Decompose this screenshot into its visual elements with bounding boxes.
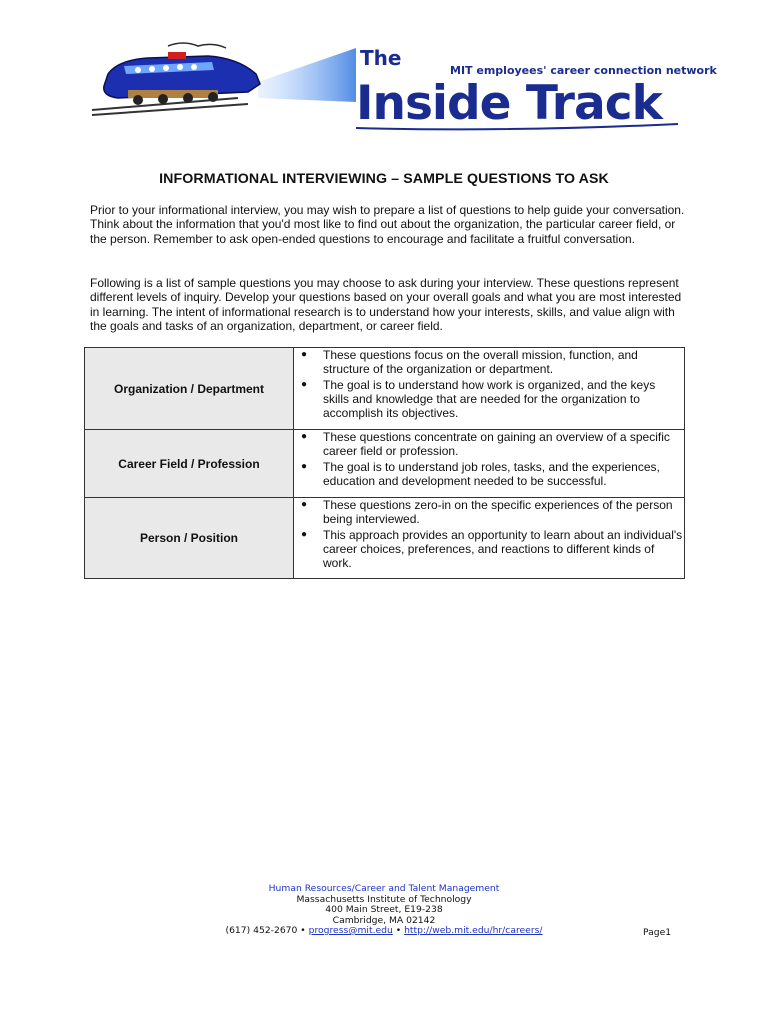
category-cell <box>85 430 294 498</box>
footer-city: Cambridge, MA 02142 <box>332 914 436 926</box>
footer-phone: (617) 452-2670 <box>225 925 298 936</box>
logo-inside-track-text: Inside Track <box>356 76 662 131</box>
table-row <box>85 498 685 579</box>
careers-url-link[interactable]: http://web.mit.edu/hr/careers/ <box>404 925 543 936</box>
list-item: ● The goal is to understand job roles, tasks, and the experiences, education and development needed to be successful. <box>301 459 660 488</box>
description-cell <box>294 498 685 579</box>
footer-department: Human Resources/Career and Talent Management <box>268 883 500 894</box>
email-link[interactable]: progress@mit.edu <box>308 925 393 936</box>
list-item: ● These questions concentrate on gaining an overview of a specific career field or profession. <box>301 430 670 459</box>
category-label: Career Field / Profession <box>118 456 260 471</box>
list-item: ● These questions focus on the overall mission, function, and structure of the organization or department. <box>301 348 638 377</box>
bullet-icon: ● <box>301 378 308 390</box>
footer-institution: Massachusetts Institute of Technology <box>296 893 472 905</box>
bullet-icon: ● <box>301 349 308 360</box>
list-item: ● This approach provides an opportunity to learn about an individual's career choices, preferences, and reactions to different kinds of work. <box>301 527 683 571</box>
footer-street: 400 Main Street, E19-238 <box>325 904 443 915</box>
bullet-icon: ● <box>301 528 308 540</box>
category-cell <box>85 348 294 430</box>
headlight-beam <box>258 48 356 102</box>
separator: • <box>395 925 402 936</box>
document-title: INFORMATIONAL INTERVIEWING – SAMPLE QUESTIONS TO ASK <box>159 171 609 187</box>
list-item: ● These questions zero-in on the specific experiences of the person being interviewed. <box>301 498 673 527</box>
table-row <box>85 348 685 430</box>
bullet-icon: ● <box>301 460 308 472</box>
logo-tagline: MIT employees' career connection network <box>450 64 717 77</box>
bullet-icon: ● <box>301 499 308 510</box>
question-categories-table <box>84 347 685 579</box>
intro-paragraph: Prior to your informational interview, you may wish to prepare a list of questions to help guide your conversation. Think about the information that you'd most like to find out about the organization, the particular career field, or the person. Remember to ask open-ended questions to encourage and facilitate a fruitful conversation. <box>90 203 685 246</box>
logo-the-text: The <box>360 46 402 70</box>
bullet-list <box>294 498 684 570</box>
sample-questions-paragraph: Following is a list of sample questions you may choose to ask during your interview. These questions represent different levels of inquiry. Develop your questions based on your overall goals and what you are most interested in learning. The intent of informational research is to understand how your interests, skills, and value align with the goals and tasks of an organization, department, or career field. <box>90 276 682 333</box>
list-item: ● The goal is to understand how work is organized, and the keys skills and knowledge that are needed for the organization to accomplish its objectives. <box>301 377 656 421</box>
category-label: Organization / Department <box>113 381 265 396</box>
category-label: Person / Position <box>139 531 238 545</box>
description-cell <box>294 348 685 430</box>
category-cell <box>85 498 294 579</box>
page-number: Page1 <box>643 927 672 938</box>
bullet-icon: ● <box>301 431 308 442</box>
header-banner <box>88 40 717 135</box>
description-cell <box>294 430 685 498</box>
separator: • <box>300 925 306 936</box>
table-row <box>85 430 685 498</box>
bullet-list <box>294 430 684 488</box>
bullet-list <box>294 348 684 420</box>
